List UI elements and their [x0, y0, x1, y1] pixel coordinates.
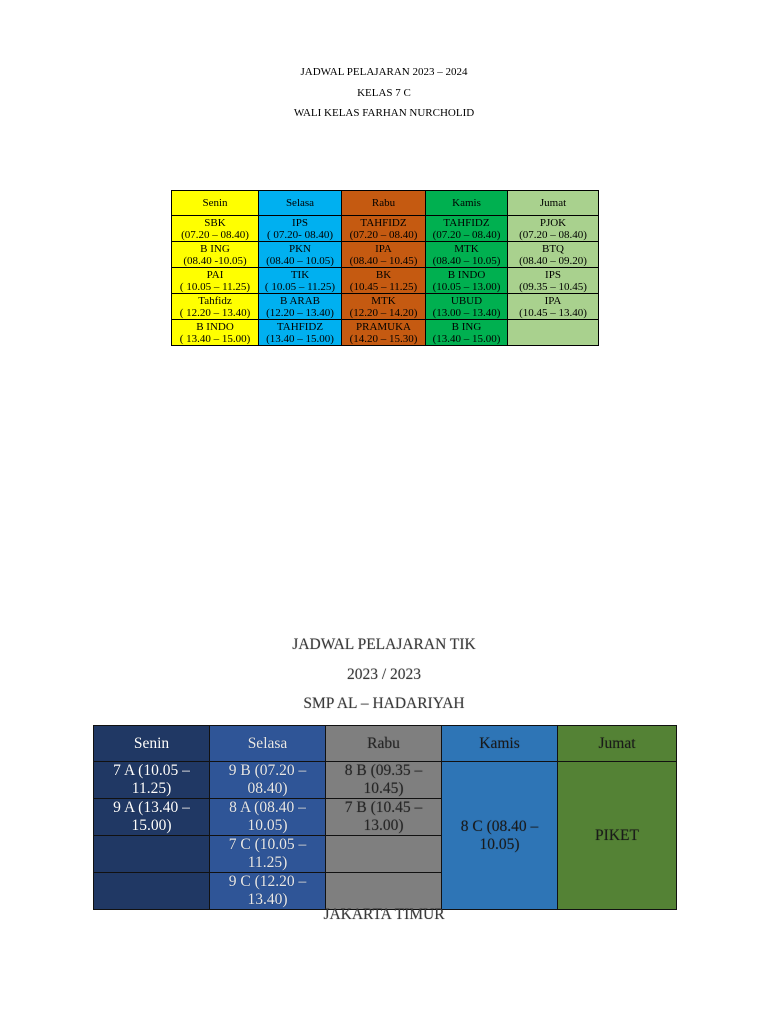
empty-slot-cell: [326, 873, 442, 910]
lesson-cell: [259, 294, 342, 320]
lesson-cell: [508, 294, 599, 320]
day-header-kamis: Kamis: [426, 191, 508, 216]
lesson-subject: PJOK: [539, 216, 567, 229]
lesson-time: (13.40 – 15.00): [432, 332, 501, 345]
day-header-jumat: Jumat: [508, 191, 599, 216]
lesson-cell: [259, 216, 342, 242]
tik-slot-cell: 7 C (10.05 – 11.25): [210, 836, 326, 873]
homeroom-teacher: WALI KELAS FARHAN NURCHOLID: [293, 107, 475, 119]
location-text: JAKARTA TIMUR: [323, 906, 445, 923]
tik-day-header-rabu: Rabu: [326, 726, 442, 762]
lesson-cell: [259, 268, 342, 294]
tik-slot-cell: 7 B (10.45 – 13.00): [326, 799, 442, 836]
tik-day-header-jumat: Jumat: [558, 726, 677, 762]
lesson-subject: IPA: [375, 242, 392, 255]
lesson-time: (09.35 – 10.45): [519, 280, 587, 293]
lesson-time: (13.00 – 13.40): [432, 306, 501, 319]
lesson-cell: [426, 320, 508, 346]
table-row: [172, 242, 599, 268]
lesson-subject: MTK: [371, 294, 396, 307]
lesson-time: ( 10.05 – 11.25): [179, 280, 251, 293]
lesson-subject: Tahfidz: [198, 294, 232, 307]
lesson-subject: TIK: [290, 268, 310, 281]
lesson-time: (10.45 – 11.25): [349, 280, 418, 293]
lesson-cell: [508, 242, 599, 268]
tik-slot-cell: 9 A (13.40 – 15.00): [94, 799, 210, 836]
empty-slot-cell: [94, 836, 210, 873]
lesson-cell: [508, 268, 599, 294]
lesson-subject: B ARAB: [279, 294, 321, 307]
lesson-time: (07.20 – 08.40): [349, 228, 418, 241]
lesson-subject: UBUD: [450, 294, 483, 307]
lesson-cell: [259, 242, 342, 268]
class-schedule-heading: [0, 62, 768, 124]
day-header-selasa: Selasa: [259, 191, 342, 216]
day-header-senin: Senin: [172, 191, 259, 216]
lesson-cell: [172, 268, 259, 294]
empty-slot-cell: [326, 836, 442, 873]
lesson-subject: B INDO: [447, 268, 486, 281]
table-row: [172, 294, 599, 320]
lesson-subject: B ING: [451, 320, 482, 333]
school-name: SMP AL – HADARIYAH: [303, 695, 465, 712]
table-header-row: [172, 191, 599, 216]
lesson-time: (12.20 – 14.20): [349, 306, 418, 319]
lesson-time: ( 13.40 – 15.00): [179, 332, 251, 345]
tik-schedule-year: 2023 / 2023: [346, 665, 422, 683]
lesson-subject: BTQ: [542, 242, 564, 255]
tik-slot-cell: 8 B (09.35 – 10.45): [326, 762, 442, 799]
tik-slot-cell: 8 A (08.40 – 10.05): [210, 799, 326, 836]
class-label: KELAS 7 C: [357, 86, 411, 99]
lesson-cell: [426, 242, 508, 268]
tik-slot-cell: 7 A (10.05 – 11.25): [94, 762, 210, 799]
lesson-subject: PKN: [288, 242, 311, 255]
lesson-subject: MTK: [454, 242, 479, 255]
lesson-time: (10.05 – 13.00): [432, 280, 501, 293]
lesson-subject: PAI: [206, 268, 224, 281]
table-row: [172, 268, 599, 294]
lesson-cell: [342, 242, 426, 268]
lesson-time: (07.20 – 08.40): [519, 228, 587, 241]
lesson-cell: [508, 216, 599, 242]
tik-day-header-selasa: Selasa: [210, 726, 326, 762]
lesson-cell: [342, 216, 426, 242]
lesson-time: (07.20 – 08.40): [181, 228, 249, 241]
lesson-cell: [426, 294, 508, 320]
tik-schedule-heading: [0, 630, 768, 719]
lesson-subject: TAHFIDZ: [443, 216, 490, 229]
lesson-cell: [426, 216, 508, 242]
lesson-cell: [172, 216, 259, 242]
lesson-time: (08.40 – 10.05): [266, 254, 334, 267]
lesson-subject: PRAMUKA: [355, 320, 411, 333]
lesson-subject: IPS: [292, 216, 308, 229]
lesson-time: (10.45 – 13.40): [519, 306, 587, 319]
lesson-time: (08.40 – 09.20): [519, 254, 587, 267]
piket-cell: PIKET: [558, 762, 677, 910]
tik-schedule-title: JADWAL PELAJARAN TIK: [292, 636, 476, 653]
empty-slot-cell: [94, 873, 210, 910]
lesson-time: (13.40 – 15.00): [266, 332, 334, 345]
lesson-time: (08.40 – 10.05): [432, 254, 501, 267]
tik-slot-cell: 9 B (07.20 – 08.40): [210, 762, 326, 799]
table-row: [94, 762, 677, 799]
lesson-subject: IPS: [545, 268, 561, 281]
tik-slot-cell: 9 C (12.20 – 13.40): [210, 873, 326, 910]
lesson-cell: [342, 294, 426, 320]
tik-day-header-senin: Senin: [94, 726, 210, 762]
table-header-row: [94, 726, 677, 762]
lesson-cell: [172, 242, 259, 268]
lesson-time: (14.20 – 15.30): [349, 332, 418, 345]
lesson-subject: TAHFIDZ: [276, 320, 324, 333]
day-header-rabu: Rabu: [342, 191, 426, 216]
lesson-subject: IPA: [544, 294, 562, 307]
lesson-subject: TAHFIDZ: [360, 216, 407, 229]
table-row: [172, 320, 599, 346]
lesson-time: (07.20 – 08.40): [432, 228, 501, 241]
lesson-subject: B INDO: [196, 320, 234, 333]
tik-slot-cell: 8 C (08.40 – 10.05): [442, 762, 558, 910]
lesson-time: (08.40 – 10.45): [349, 254, 418, 267]
lesson-time: ( 07.20- 08.40): [267, 228, 333, 241]
lesson-cell: [259, 320, 342, 346]
lesson-cell: [342, 268, 426, 294]
lesson-time: (08.40 -10.05): [183, 254, 247, 267]
lesson-cell: [426, 268, 508, 294]
empty-lesson-cell: [508, 320, 599, 346]
lesson-time: (12.20 – 13.40): [266, 306, 334, 319]
table-row: [172, 216, 599, 242]
tik-day-header-kamis: Kamis: [442, 726, 558, 762]
tik-schedule-table: [93, 725, 677, 910]
lesson-subject: B ING: [200, 242, 230, 255]
lesson-subject: SBK: [204, 216, 226, 229]
lesson-cell: [172, 294, 259, 320]
lesson-time: ( 10.05 – 11.25): [264, 280, 336, 293]
class-schedule-table: [171, 190, 599, 346]
lesson-time: ( 12.20 – 13.40): [179, 306, 251, 319]
lesson-subject: BK: [375, 268, 392, 281]
lesson-cell: [172, 320, 259, 346]
class-schedule-title: JADWAL PELAJARAN 2023 – 2024: [300, 66, 468, 78]
lesson-cell: [342, 320, 426, 346]
